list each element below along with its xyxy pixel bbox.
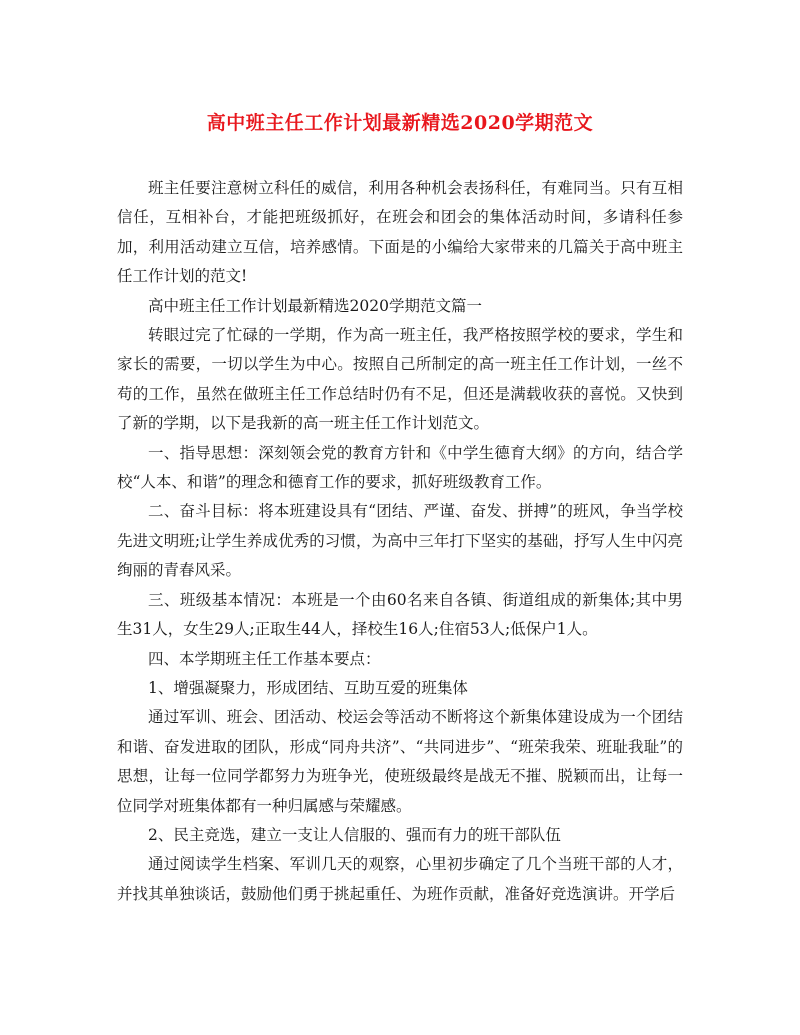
paragraph-key-points-heading: 四、本学期班主任工作基本要点： [148,649,381,668]
document-title: 高中班主任工作计划最新精选2020学期范文 [206,112,594,134]
paragraph-guiding-thought: 一、指导思想：深刻领会党的教育方针和《中学生德育大纲》的方向，结合学校“人本、和谐”的理念和德育工作的要求，抓好班级教育工作。 [117,443,683,492]
paragraph-intro: 班主任要注意树立科任的威信，利用各种机会表扬科任，有难同当。只有互相信任，互相补台，才能把班级抓好，在班会和团会的集体活动时间，多请科任参加，利用活动建立互信，培养感情。下面是的小编给大家带来的几篇关于高中班主任工作计划的范文! [117,179,683,286]
paragraph-point-1-body: 通过军训、班会、团活动、校运会等活动不断将这个新集体建设成为一个团结和谐、奋发进取的团队，形成“同舟共济”、“共同进步”、“班荣我荣、班耻我耻”的思想，让每一位同学都努力为班争光，使班级最终是战无不摧、脱颖而出，让每一位同学对班集体都有一种归属感与荣耀感。 [117,708,684,815]
paragraph-goals: 二、奋斗目标：将本班建设具有“团结、严谨、奋发、拼搏”的班风，争当学校先进文明班;让学生养成优秀的习惯，为高中三年打下坚实的基础，抒写人生中闪亮绚丽的青春风采。 [117,502,683,580]
paragraph-class-info: 三、班级基本情况：本班是一个由60名来自各镇、街道组成的新集体;其中男生31人，女生29人;正取生44人，择校生16人;住宿53人;低保户1人。 [117,590,683,639]
paragraph-section-heading: 高中班主任工作计划最新精选2020学期范文篇一 [148,296,482,315]
paragraph-point-2-heading: 2、民主竞选，建立一支让人信服的、强而有力的班干部队伍 [148,825,561,844]
paragraph-opening: 转眼过完了忙碌的一学期，作为高一班主任，我严格按照学校的要求，学生和家长的需要，一切以学生为中心。按照自己所制定的高一班主任工作计划，一丝不苟的工作，虽然在做班主任工作总结时仍有不足，但还是满载收获的喜悦。又快到了新的学期，以下是我新的高一班主任工作计划范文。 [117,326,683,433]
paragraph-point-2-body: 通过阅读学生档案、军训几天的观察，心里初步确定了几个当班干部的人才，并找其单独谈话，鼓励他们勇于挑起重任、为班作贡献，准备好竞选演讲。开学后 [117,855,683,903]
paragraph-point-1-heading: 1、增强凝聚力，形成团结、互助互爱的班集体 [148,678,468,697]
document-body [117,174,683,909]
